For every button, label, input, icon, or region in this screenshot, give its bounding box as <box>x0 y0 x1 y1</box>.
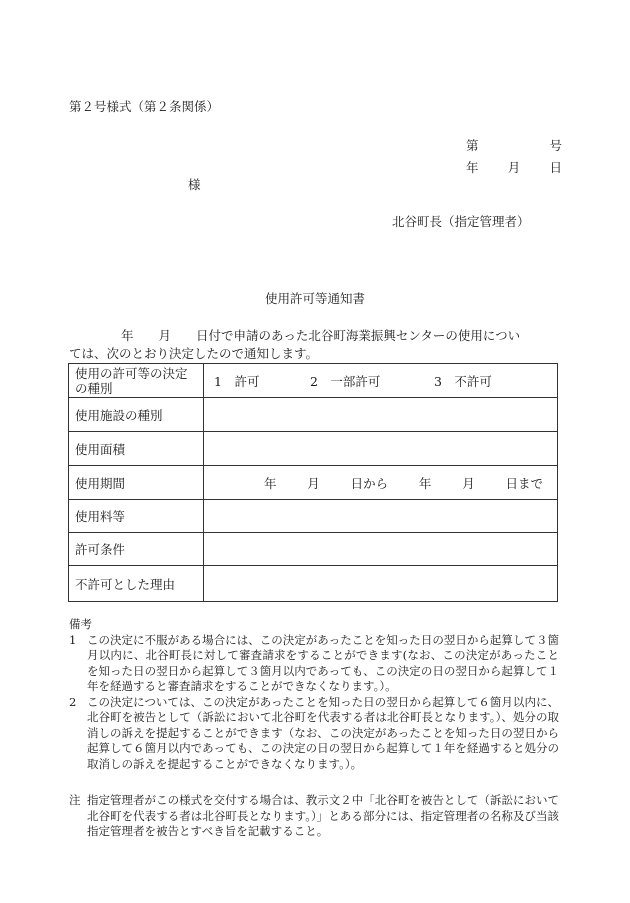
period-value <box>204 466 558 500</box>
conditions-value <box>204 533 558 566</box>
table-row <box>69 398 558 432</box>
period-start-day: 日から <box>350 475 389 491</box>
date-month: 月 <box>507 160 521 175</box>
fee-label: 使用料等 <box>69 500 204 533</box>
document-number-row <box>466 136 562 158</box>
intro-text <box>69 327 559 363</box>
footnote <box>69 793 559 840</box>
recipient-honorific: 様 <box>188 177 201 192</box>
footnote-marker: 注 <box>69 793 81 807</box>
table-row <box>69 533 558 566</box>
table-row <box>69 432 558 466</box>
period-end-month: 月 <box>462 475 475 491</box>
period-label: 使用期間 <box>69 466 204 500</box>
fee-value <box>204 500 558 533</box>
rejection-reason-label: 不許可とした理由 <box>69 566 204 602</box>
issuer: 北谷町長（指定管理者） <box>392 214 530 229</box>
remark-item <box>69 695 559 773</box>
facility-type-value <box>204 398 558 432</box>
footnote-text: 指定管理者がこの様式を交付する場合は、教示文２中「北谷町を被告として（訴訟において北谷町を代表する者は北谷町長となります。）」とある部分には、指定管理者の名称及び当該指定管理者を被告とすべき旨を記載すること。 <box>87 793 559 838</box>
remarks-section <box>69 617 559 772</box>
table-row <box>69 364 558 398</box>
document-number-date <box>466 136 562 180</box>
remarks-heading: 備考 <box>69 617 92 631</box>
rejection-reason-value <box>204 566 558 602</box>
number-suffix: 号 <box>549 138 562 153</box>
remark-number: 2 <box>69 694 77 709</box>
period-end-day: 日まで <box>505 475 543 491</box>
decision-type-options <box>204 364 558 398</box>
form-number: 第２号様式（第２条関係） <box>69 99 220 114</box>
remark-item <box>69 633 559 695</box>
table-row <box>69 566 558 602</box>
facility-type-label: 使用施設の種別 <box>69 398 204 432</box>
table-row <box>69 500 558 533</box>
intro-line-2: ては、次のとおり決定したので通知します。 <box>69 346 319 361</box>
document-title: 使用許可等通知書 <box>264 291 365 306</box>
decision-table <box>68 363 558 602</box>
conditions-label: 許可条件 <box>69 533 204 566</box>
remark-text: この決定については、この決定があったことを知った日の翌日から起算して６箇月以内に、北谷町を被告として（訴訟において北谷町を代表する者は北谷町長となります。）、処分の取消しの訴えを提起することができます（なお、この決定があったことを知った日の翌日から起算して６箇月以内であっても、この決定の日の翌日から起算して１年を経過すると処分の取消しの訴えを提起することができなくなります。）。 <box>87 694 559 771</box>
option-not-permitted: 3 不許可 <box>433 373 492 389</box>
date-day: 日 <box>549 160 562 175</box>
remark-text: この決定に不服がある場合には、この決定があったことを知った日の翌日から起算して３箇月以内に、北谷町長に対して審査請求をすることができます(なお、この決定があったことを知った日の翌日から起算して３箇月以内であっても、この決定の日の翌日から起算して１年を経過すると審査請求をすることができなくなります。）。 <box>87 632 559 693</box>
intro-line-1: 年 月 日付で申請のあった北谷町海業振興センターの使用につい <box>121 328 521 343</box>
option-permit: 1 許可 <box>214 373 260 389</box>
date-row <box>466 158 562 180</box>
decision-type-label: 使用の許可等の決定の種別 <box>69 364 204 398</box>
period-start-year: 年 <box>264 475 277 491</box>
remark-number: 1 <box>69 632 77 647</box>
period-end-year: 年 <box>418 475 432 491</box>
period-start-month: 月 <box>307 475 320 491</box>
table-row <box>69 466 558 500</box>
number-prefix: 第 <box>466 138 479 153</box>
option-partial-permit: 2 一部許可 <box>309 373 381 389</box>
area-value <box>204 432 558 466</box>
date-year: 年 <box>466 160 479 175</box>
area-label: 使用面積 <box>69 432 204 466</box>
